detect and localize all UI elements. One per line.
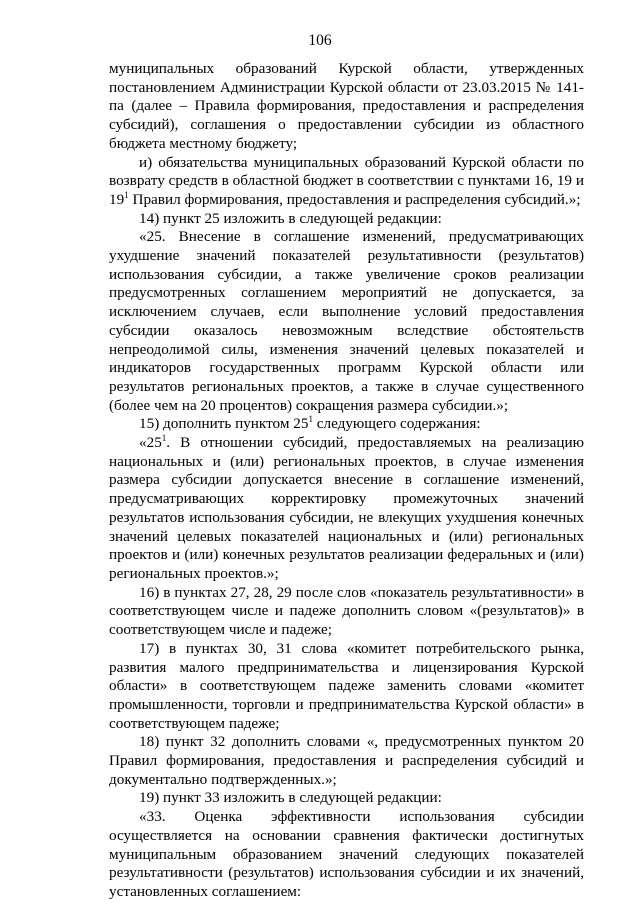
paragraph-9: 18) пункт 32 дополнить словами «, предусмотренных пунктом 20 Правил формирования, предоставления и распределения субсидий и документально подтвержденных.»; — [109, 733, 584, 788]
document-body — [109, 60, 584, 902]
paragraph-3: 14) пункт 25 изложить в следующей редакции: — [139, 209, 442, 227]
paragraph-1: муниципальных образований Курской области, утвержденных постановлением Администрации Курской области от 23.03.2015 № 141-па (далее – Правила формирования, предоставления и распределения субсидий), соглашения о предоставлении субсидии из областного бюджета местному бюджету; — [109, 60, 584, 152]
paragraph-11: «33. Оценка эффективности использования субсидии осуществляется на основании сравнения фактически достигнутых муниципальным образованием значений следующих показателей результативности (результатов) использования субсидии и их значений, установленных соглашением: — [109, 808, 584, 900]
paragraph-8: 17) в пунктах 30, 31 слова «комитет потребительского рынка, развития малого предпринимательства и лицензирования Курской области» в соответствующем падеже заменить словами «комитет промышленности, торговли и предпринимательства Курской области» в соответствующем падеже; — [109, 639, 584, 732]
paragraph-4: «25. Внесение в соглашение изменений, предусматривающих ухудшение значений показателей результативности (результатов) использования субсидии, а также увеличение сроков реализации предусмотренных соглашением мероприятий не допускается, за исключением случаев, если выполнение условий предоставления субсидии оказалось невозможным вследствие обстоятельств непреодолимой силы, изменения значений целевых показателей и индикаторов государственных программ Курской области или результатов региональных проектов, а также в случае существенного (более чем на 20 процентов) сокращения размера субсидии.»; — [109, 228, 584, 414]
paragraph-2: и) обязательства муниципальных образований Курской области по возврату средств в областной бюджет в соответствии с пунктами 16, 19 и $19^1$ Правил формирования, предоставления и распределения субсидий.»; — [109, 153, 584, 208]
page-number: 106 — [308, 32, 332, 49]
paragraph-5: 15) дополнить пунктом $25^1$ следующего содержания: — [139, 414, 481, 433]
paragraph-6: «$25^1$. В отношении субсидий, предоставляемых на реализацию национальных и (или) региональных проектов, в случае изменения размера субсидии допускается внесение в соглашение изменений, предусматривающих корректировку промежуточных значений результатов использования субсидии, не влекущих ухудшения конечных значений целевых показателей национальных и (или) региональных проектов и (или) конечных результатов реализации федеральных и (или) региональных проектов.»; — [109, 433, 584, 582]
paragraph-7: 16) в пунктах 27, 28, 29 после слов «показатель результативности» в соответствующем числе и падеже дополнить словом «(результатов)» в соответствующем числе и падеже; — [109, 583, 584, 639]
paragraph-10: 19) пункт 33 изложить в следующей редакции: — [139, 789, 442, 807]
